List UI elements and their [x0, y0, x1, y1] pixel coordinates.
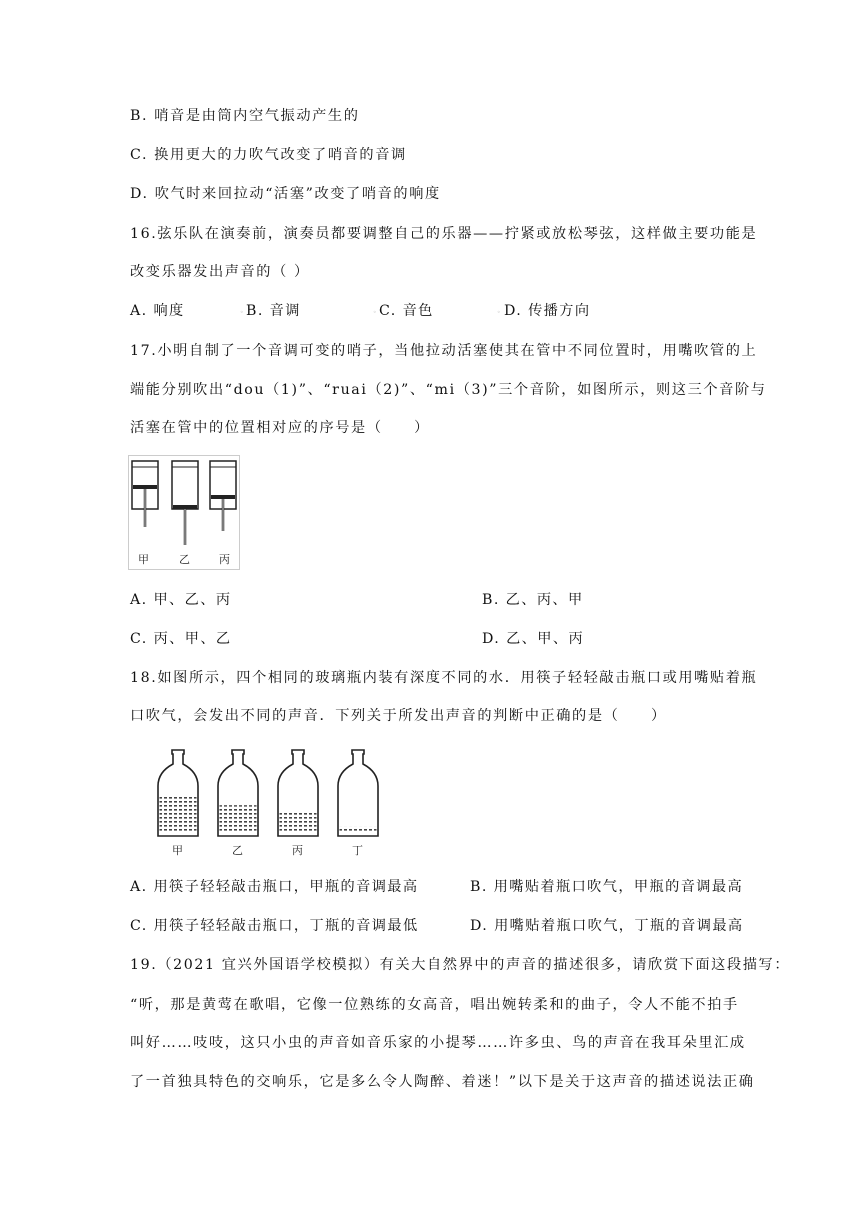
- option-marker: ◦: [497, 309, 501, 316]
- q17-whistle-figure: [128, 455, 240, 570]
- q17-option-a: A. 甲、乙、丙: [130, 592, 232, 608]
- bottle-yi: [218, 750, 258, 857]
- q16-option-a: A. 响度: [130, 303, 185, 319]
- q15-option-b: B. 哨音是由筒内空气振动产生的: [130, 108, 360, 124]
- figure-label-jia: 甲: [138, 553, 149, 566]
- figure-label-bing: 丙: [219, 553, 230, 566]
- q17-stem-line2: 端能分别吹出“dou（1)”、“ruai（2)”、“mi（3)”三个音阶，如图所示，则这三个音阶与: [130, 382, 767, 398]
- bottle-ding: [338, 750, 378, 857]
- q16-option-c: C. 音色: [379, 303, 434, 319]
- q18-option-c: C. 用筷子轻轻敲击瓶口，丁瓶的音调最低: [130, 918, 419, 934]
- q17-option-b: B. 乙、丙、甲: [482, 592, 584, 608]
- option-marker: ◦: [240, 309, 244, 316]
- q19-line3: 叫好……吱吱，这只小虫的声音如音乐家的小提琴……许多虫、鸟的声音在我耳朵里汇成: [130, 1035, 746, 1051]
- q18-option-b: B. 用嘴贴着瓶口吹气，甲瓶的音调最高: [470, 879, 744, 895]
- bottle-bing: [278, 750, 318, 857]
- figure-label-ding: 丁: [352, 844, 363, 857]
- figure-label-jia: 甲: [172, 844, 183, 857]
- q19-line2: “听，那是黄莺在歌唱，它像一位熟练的女高音，唱出婉转柔和的曲子，令人不能不拍手: [130, 997, 739, 1013]
- q17-stem-line1: 17.小明自制了一个音调可变的哨子，当他拉动活塞使其在管中不同位置时，用嘴吹管的上: [130, 343, 758, 359]
- water-ding: [340, 827, 377, 833]
- water-yi: [220, 805, 257, 832]
- q18-bottles-figure: [138, 748, 418, 858]
- figure-label-yi: 乙: [179, 553, 190, 566]
- q18-stem-line1: 18.如图所示，四个相同的玻璃瓶内装有深度不同的水．用筷子轻轻敲击瓶口或用嘴贴着瓶: [130, 670, 758, 686]
- figure-label-bing: 丙: [292, 844, 303, 857]
- water-bing: [280, 811, 317, 832]
- water-jia: [160, 797, 197, 833]
- q16-option-d: D. 传播方向: [504, 303, 591, 319]
- q17-option-d: D. 乙、甲、丙: [482, 631, 585, 647]
- q16-option-b: B. 音调: [246, 303, 301, 319]
- q18-stem-line2: 口吹气，会发出不同的声音．下列关于所发出声音的判断中正确的是（ ）: [130, 708, 667, 724]
- q16-stem-line1: 16.弦乐队在演奏前，演奏员都要调整自己的乐器——拧紧或放松琴弦，这样做主要功能是: [130, 226, 758, 242]
- q17-stem-line3: 活塞在管中的位置相对应的序号是（ ）: [130, 420, 430, 436]
- bottle-jia: [158, 750, 198, 857]
- q18-option-a: A. 用筷子轻轻敲击瓶口，甲瓶的音调最高: [130, 879, 419, 895]
- q15-option-c: C. 换用更大的力吹气改变了哨音的音调: [130, 147, 407, 163]
- figure-label-yi: 乙: [232, 844, 243, 857]
- q19-line1: 19.（2021 宜兴外国语学校模拟）有关大自然界中的声音的描述很多，请欣赏下面这段描写：: [130, 957, 791, 973]
- q18-option-d: D. 用嘴贴着瓶口吹气，丁瓶的音调最高: [470, 918, 744, 934]
- bottle-outline-ding: [338, 750, 378, 836]
- q16-stem-line2: 改变乐器发出声音的（ ）: [130, 264, 310, 280]
- q17-option-c: C. 丙、甲、乙: [130, 631, 232, 647]
- q15-option-d: D. 吹气时来回拉动“活塞”改变了哨音的响度: [130, 186, 441, 202]
- option-marker: ◦: [373, 309, 377, 316]
- q19-line4: 了一首独具特色的交响乐，它是多么令人陶醉、着迷！”以下是关于这声音的描述说法正确: [130, 1074, 755, 1090]
